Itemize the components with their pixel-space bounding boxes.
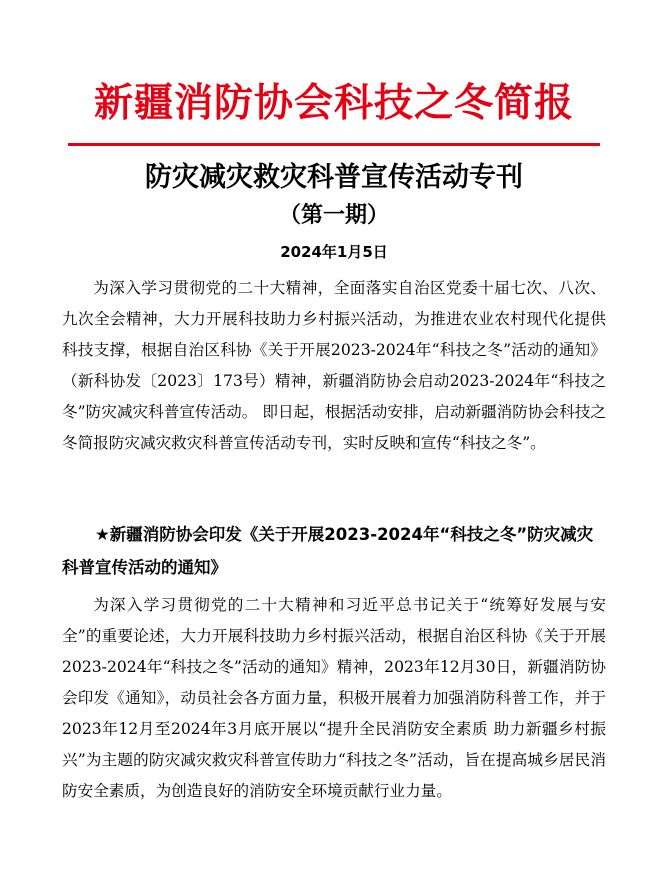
masthead-rule xyxy=(68,143,600,146)
section-heading: ★新疆消防协会印发《关于开展2023-2024年“科技之冬”防灾减灾科普宣传活动的通知》 xyxy=(62,525,594,577)
document-title: 防灾减灾救灾科普宣传活动专刊 xyxy=(145,162,523,193)
section-paragraph: 为深入学习贯彻党的二十大精神和习近平总书记关于“统筹好发展与安全”的重要论述，大力开展科技助力乡村振兴活动，根据自治区科协《关于开展2023-2024年“科技之冬”活动的通知》精神，2023年12月30日，新疆消防协会印发《通知》，动员社会各方面力量，积极开展着力加强消防科普工作，并于2023年12月至2024年3月底开展以“提升全民消防安全素质 助力新疆乡村振兴”为主题的防灾减灾救灾科普宣传助力“科技之冬”活动，旨在提高城乡居民消防安全素质，为创造良好的消防安全环境贡献行业力量。 xyxy=(62,596,606,800)
issue-number: （第一期） xyxy=(278,203,389,228)
intro-paragraph: 为深入学习贯彻党的二十大精神，全面落实自治区党委十届七次、八次、九次全会精神，大力开展科技助力乡村振兴活动，为推进农业农村现代化提供科技支撑，根据自治区科协《关于开展2023-2024年“科技之冬”活动的通知》（新科协发〔2023〕173号）精神，新疆消防协会启动2023-2024年“科技之冬”防灾减灾科普宣传活动。 即日起，根据活动安排，启动新疆消防协会科技之冬简报防灾减灾救灾科普宣传活动专刊，实时反映和宣传“科技之冬”。 xyxy=(62,279,606,452)
issue-date: 2024年1月5日 xyxy=(280,243,388,261)
masthead-title: 新疆消防协会科技之冬简报 xyxy=(93,81,574,126)
